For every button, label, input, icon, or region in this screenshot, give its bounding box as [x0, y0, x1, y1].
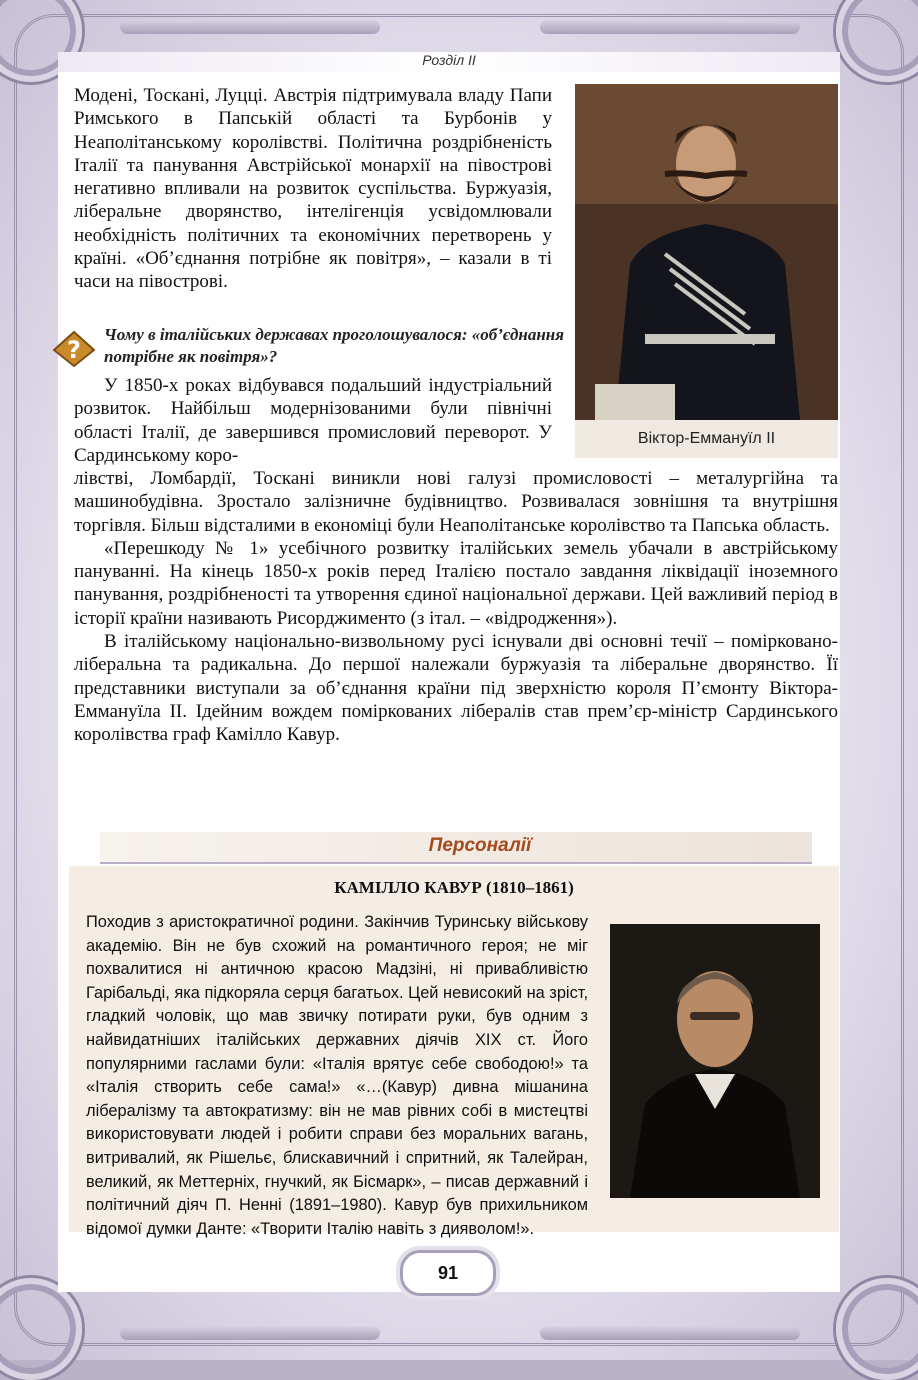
frame-corner-ornament — [836, 0, 918, 82]
paragraph: В італійському національно-визвольному русі існували дві основні течії – помірковано-ліберальна та радикальна. До першої належали буржуазія та ліберальне дворянство. Її представники виступали за об’єднання країни під зверхністю короля П’ємонту Віктора-Еммануїла II. Ідейним вождем поміркованих лібералів став прем’єр-міністр Сардинського королівства граф Камілло Кавур. — [74, 631, 838, 746]
chapter-header: Розділ II — [58, 52, 840, 72]
frame-scroll-ornament — [540, 20, 800, 34]
question-mark-icon — [52, 328, 96, 368]
frame-corner-ornament — [836, 1278, 918, 1380]
frame-scroll-ornament — [120, 20, 380, 34]
personalia-heading: КАМІЛЛО КАВУР (1810–1861) — [334, 878, 574, 897]
frame-corner-ornament — [0, 1278, 82, 1380]
paragraph: Модені, Тоскані, Луцці. Австрія підтримувала владу Папи Римського в Папській області та Бурбонів у Неаполітанському королівстві. Політична роздрібненість Італії та панування Австрійської монархії на півострові негативно впливали на розвиток суспільства. Буржуазія, ліберальне дворянство, інтелігенція усвідомлювали необхідність політичних та економічних перетворень у країні. «Об’єднання потрібне як повітря», – казали в ті часи на півострові. — [74, 85, 552, 293]
personalia-title: Персоналії — [428, 835, 532, 856]
body-text-middle — [74, 374, 552, 467]
page-number: 91 — [400, 1250, 496, 1296]
svg-text:?: ? — [67, 336, 81, 364]
frame-scroll-ornament — [540, 1326, 800, 1340]
body-text-top — [74, 84, 552, 294]
paragraph: «Перешкоду № 1» усебічного розвитку італійських земель убачали в австрійському пануванні. На кінець 1850-х років перед Італією постало завдання ліквідації іноземного панування, роздрібненості та утворення єдиної національної держави. Цей важливий період в історії країни називають Рисорджименто (з італ. – «відродження»). — [74, 537, 838, 629]
portrait-caption: Віктор-Еммануїл II — [575, 420, 838, 458]
body-text-full — [74, 467, 838, 747]
portrait-cavour — [610, 924, 820, 1198]
question-text: Чому в італійських державах проголошувалося: «об’єднання потрібне як повітря»? — [104, 325, 564, 366]
frame-scroll-ornament — [120, 1326, 380, 1340]
personalia-text — [86, 911, 588, 1241]
portrait-victor-emmanuel — [575, 84, 838, 420]
paragraph: лівстві, Ломбардії, Тоскані виникли нові галузі промисловості – металургійна та машинобудівна. Зростало залізничне будівництво. Розвивалася зовнішня та внутрішня торгівля. Більш відсталими в економіці були Неаполітанське королівство та Папська область. — [74, 468, 838, 536]
paragraph: Походив з аристократичної родини. Закінчив Туринську військову академію. Він не був схожий на романтичного героя; не міг похвалитися ні античною красою Мадзіні, ні привабливістю Гарібальді, яка підкоряла серця багатьох. Цей невисокий на зріст, гладкий чоловік, що мав звичку потирати руки, був одним з найвидатніших італійських державних діячів XIX ст. Його популярними гаслами були: «Італія врятує себе свободою!» та «Італія створить себе сама!» «…(Кавур) дивна мішанина лібералізму та автократизму: він не мав рівних собі в мистецтві використовувати людей і робити справи без моральних вагань, витривалий, як Рішельє, блискавичний і спритний, як Талейран, великий, як Меттерніх, гнучкий, як Бісмарк», – писав державний і політичний діяч П. Ненні (1891–1980). Кавур був прихильником відомої думки Данте: «Творити Італію навіть з дияволом!». — [86, 913, 589, 1238]
paragraph: У 1850-х роках відбувався подальший індустріальний розвиток. Найбільш модернізованими були північні області Італії, де завершився промисловий переворот. У Сардинському коро- — [74, 375, 552, 466]
